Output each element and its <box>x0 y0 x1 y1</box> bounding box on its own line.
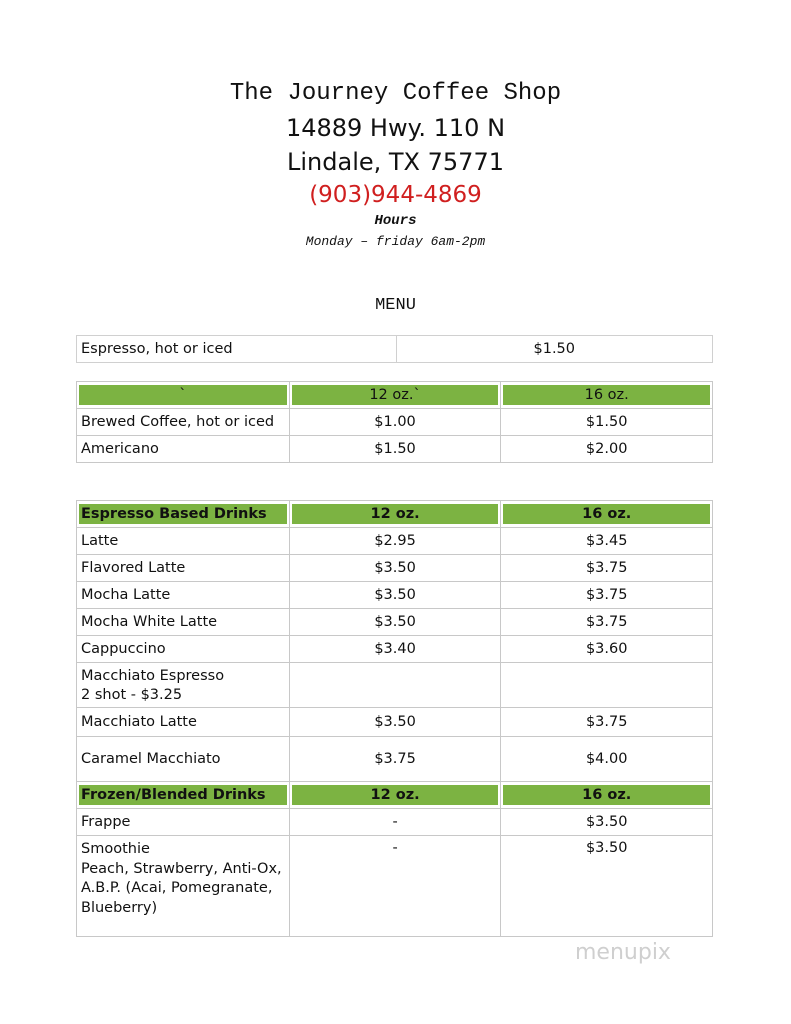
column-header: 12 oz.` <box>289 382 501 409</box>
price-16oz: $3.45 <box>501 528 713 555</box>
price-16oz: $3.60 <box>501 636 713 663</box>
item-name: Mocha White Latte <box>77 609 290 636</box>
address-line-1: 14889 Hwy. 110 N <box>285 114 506 142</box>
column-header: 16 oz. <box>501 501 713 528</box>
price-16oz: $3.75 <box>501 708 713 737</box>
price-12oz: $1.00 <box>289 409 501 436</box>
price-16oz: $2.00 <box>501 436 713 463</box>
address-line-2: Lindale, TX 75771 <box>287 148 504 176</box>
price-12oz: - <box>289 836 501 937</box>
column-header: 16 oz. <box>501 782 713 809</box>
table-row <box>77 737 713 782</box>
table-row <box>77 836 713 937</box>
item-name: Espresso, hot or iced <box>77 336 397 363</box>
price-12oz: $1.50 <box>289 436 501 463</box>
table-header-row <box>77 501 713 528</box>
price-12oz: $3.40 <box>289 636 501 663</box>
price-16oz: $4.00 <box>501 737 713 782</box>
price-12oz: $3.50 <box>289 582 501 609</box>
price-16oz: $1.50 <box>501 409 713 436</box>
watermark-logo: menupix <box>575 940 671 965</box>
table-header-row <box>77 382 713 409</box>
table-row <box>77 663 713 708</box>
item-name: Americano <box>77 436 290 463</box>
item-name: Flavored Latte <box>77 555 290 582</box>
coffee-table <box>76 381 713 463</box>
shop-title: The Journey Coffee Shop <box>229 80 562 107</box>
table-row <box>77 409 713 436</box>
phone-number: (903)944-4869 <box>309 182 482 208</box>
item-price: $1.50 <box>396 336 712 363</box>
table-row <box>77 609 713 636</box>
table-row <box>77 636 713 663</box>
column-header: 12 oz. <box>289 782 501 809</box>
price-12oz <box>289 663 501 708</box>
espresso-price-table <box>76 335 713 363</box>
espresso-drinks-table <box>76 500 713 937</box>
item-name: Smoothie Peach, Strawberry, Anti-Ox, A.B.P. (Acai, Pomegranate, Blueberry) <box>77 836 290 937</box>
table-header-row <box>77 782 713 809</box>
price-12oz: $3.75 <box>289 737 501 782</box>
column-header: Espresso Based Drinks <box>77 501 290 528</box>
hours-label: Hours <box>374 213 417 229</box>
table-row <box>77 436 713 463</box>
price-16oz <box>501 663 713 708</box>
table-row <box>77 708 713 737</box>
price-16oz: $3.50 <box>501 809 713 836</box>
column-header: 16 oz. <box>501 382 713 409</box>
item-name: Latte <box>77 528 290 555</box>
table-row <box>77 528 713 555</box>
item-name: Mocha Latte <box>77 582 290 609</box>
price-16oz: $3.75 <box>501 555 713 582</box>
item-name: Macchiato Espresso 2 shot - $3.25 <box>77 663 290 708</box>
column-header: 12 oz. <box>289 501 501 528</box>
price-12oz: $2.95 <box>289 528 501 555</box>
table-row <box>77 809 713 836</box>
item-name: Cappuccino <box>77 636 290 663</box>
item-name: Frappe <box>77 809 290 836</box>
table-row <box>77 555 713 582</box>
column-header: ` <box>77 382 290 409</box>
price-12oz: $3.50 <box>289 609 501 636</box>
item-name: Brewed Coffee, hot or iced <box>77 409 290 436</box>
menu-label: MENU <box>375 296 416 315</box>
table-row <box>77 336 713 363</box>
column-header: Frozen/Blended Drinks <box>77 782 290 809</box>
price-16oz: $3.75 <box>501 609 713 636</box>
item-name: Macchiato Latte <box>77 708 290 737</box>
table-row <box>77 582 713 609</box>
item-name: Caramel Macchiato <box>77 737 290 782</box>
hours-text: Monday – friday 6am-2pm <box>305 234 486 249</box>
price-16oz: $3.50 <box>501 836 713 937</box>
price-12oz: - <box>289 809 501 836</box>
price-16oz: $3.75 <box>501 582 713 609</box>
price-12oz: $3.50 <box>289 555 501 582</box>
price-12oz: $3.50 <box>289 708 501 737</box>
